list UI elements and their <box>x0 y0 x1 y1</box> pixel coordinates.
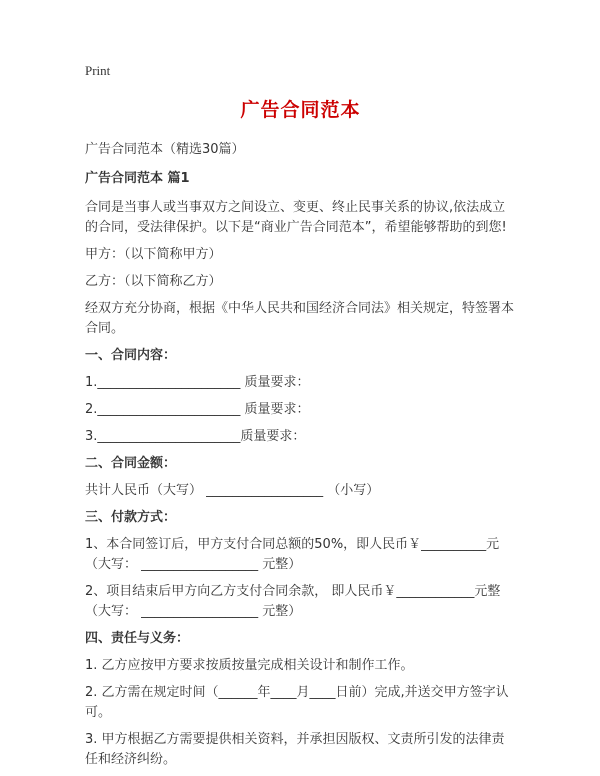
section-4-heading: 四、责任与义务： <box>85 631 190 646</box>
section-1-blank-item-1: 1.______________________ 质量要求： <box>85 375 310 390</box>
piece-1-heading: 广告合同范本 篇1 <box>85 171 190 186</box>
party-a-line: 甲方：（以下简称甲方） <box>85 247 222 262</box>
doc-subtitle: 广告合同范本（精选30篇） <box>85 142 245 157</box>
section-1-blank-item-2: 2.______________________ 质量要求： <box>85 402 310 417</box>
section-3-payment-item-2: 2、项目结束后甲方向乙方支付合同余款， 即人民币￥____________元整（大写： __________________ 元整） <box>85 584 501 619</box>
section-2-heading: 二、合同金额： <box>85 456 177 471</box>
party-b-line: 乙方：（以下简称乙方） <box>85 274 222 289</box>
print-button[interactable]: Print <box>85 63 111 78</box>
section-3-heading: 三、付款方式： <box>85 510 177 525</box>
section-4-duty-item-1: 1. 乙方应按甲方要求按质按量完成相关设计和制作工作。 <box>85 658 414 673</box>
section-2-amount-line: 共计人民币（大写） __________________ （小写） <box>85 483 380 498</box>
agreement-basis-line: 经双方充分协商，根据《中华人民共和国经济合同法》相关规定，特签署本合同。 <box>85 301 515 336</box>
section-3-payment-item-1: 1、本合同签订后，甲方支付合同总额的50%，即人民币￥__________元（大写： __________________ 元整） <box>85 537 500 572</box>
section-4-duty-item-3: 3. 甲方根据乙方需要提供相关资料，并承担因版权、文责所引发的法律责任和经济纠纷。 <box>85 732 505 767</box>
section-4-duty-item-2: 2. 乙方需在规定时间（______年____月____日前）完成,并送交甲方签字认可。 <box>85 685 509 720</box>
section-1-heading: 一、合同内容： <box>85 348 177 363</box>
page-title: 广告合同范本 <box>240 99 361 121</box>
intro-paragraph: 合同是当事人或当事双方之间设立、变更、终止民事关系的协议,依法成立的合同，受法律保护。以下是“商业广告合同范本”，希望能够帮助的到您! <box>85 200 507 235</box>
section-1-blank-item-3: 3.______________________质量要求： <box>85 429 306 444</box>
